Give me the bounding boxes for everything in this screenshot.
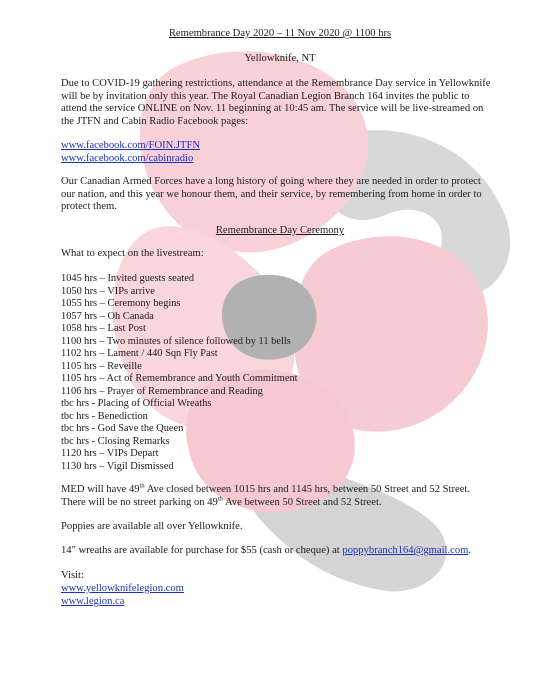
schedule-item: 1045 hrs – Invited guests seated [61,273,195,284]
intro-line: the JTFN and Cabin Radio Facebook pages: [61,115,249,127]
schedule-item: 1106 hrs – Prayer of Remembrance and Reading [61,385,263,397]
forces-paragraph [61,176,501,214]
page-title: Remembrance Day 2020 – 11 Nov 2020 @ 1100 hrs [168,28,392,39]
med-closure-notice [61,484,501,509]
schedule-item: 1120 hrs – VIPs Depart [61,448,159,459]
location-line: Yellowknife, NT [244,53,316,64]
forces-line: Our Canadian Armed Forces have a long history of going where they are needed in order to protect [61,176,481,187]
schedule-item: 1057 hrs – Oh Canada [61,310,154,322]
ceremony-schedule [61,273,298,473]
med-line-1: MED will have 49th Ave closed between 1015 hrs and 1145 hrs, between 50 Street and 52 Street. [61,482,471,495]
wreaths-note: 14" wreaths are available for purchase for $55 (cash or cheque) at poppybranch164@gmail.com. [61,545,472,556]
facebook-links [61,140,501,165]
intro-paragraph [61,78,501,128]
email-link[interactable]: poppybranch164@gmail.com [342,545,469,556]
forces-line: protect them. [61,201,117,212]
schedule-item: 1050 hrs – VIPs arrive [61,285,155,297]
schedule-item: 1102 hrs – Lament / 440 Sqn Fly Past [61,348,218,359]
visit-label: Visit: [61,570,84,581]
intro-line: Due to COVID-19 gathering restrictions, attendance at the Remembrance Day service in Yellowknife [61,78,491,89]
ceremony-heading: Remembrance Day Ceremony [215,225,345,236]
intro-line: will be by invitation only this year. The Royal Canadian Legion Branch 164 invites the public to [61,90,470,102]
schedule-item: 1105 hrs – Act of Remembrance and Youth Commitment [61,373,298,384]
schedule-item: 1055 hrs – Ceremony begins [61,298,181,309]
schedule-item: tbc hrs - Closing Remarks [61,435,170,447]
schedule-item: 1100 hrs – Two minutes of silence followed by 11 bells [61,335,291,347]
intro-line: attend the service ONLINE on Nov. 11 beginning at 10:45 am. The service will be live-streamed on [61,103,484,114]
med-line-2: There will be no street parking on 49th Ave between 50 Street and 52 Street. [61,494,382,508]
facebook-jtfn-link[interactable]: www.facebook.com/FOIN.JTFN [61,140,201,151]
legion-link[interactable]: www.legion.ca [61,596,125,607]
schedule-item: tbc hrs - God Save the Queen [61,423,184,434]
facebook-cabinradio-link[interactable]: www.facebook.com/cabinradio [61,152,194,164]
expect-label: What to expect on the livestream: [61,248,204,259]
schedule-item: 1105 hrs – Reveille [61,360,142,372]
schedule-item: 1130 hrs – Vigil Dismissed [61,460,174,472]
schedule-item: tbc hrs - Placing of Official Wreaths [61,398,212,409]
poppies-note: Poppies are available all over Yellowknife. [61,521,243,532]
forces-line: our nation, and this year we honour them, and their service, by remembering from home in order to [61,188,482,200]
schedule-item: 1058 hrs – Last Post [61,323,146,334]
schedule-item: tbc hrs - Benediction [61,410,148,422]
yellowknifelegion-link[interactable]: www.yellowknifelegion.com [61,583,184,594]
